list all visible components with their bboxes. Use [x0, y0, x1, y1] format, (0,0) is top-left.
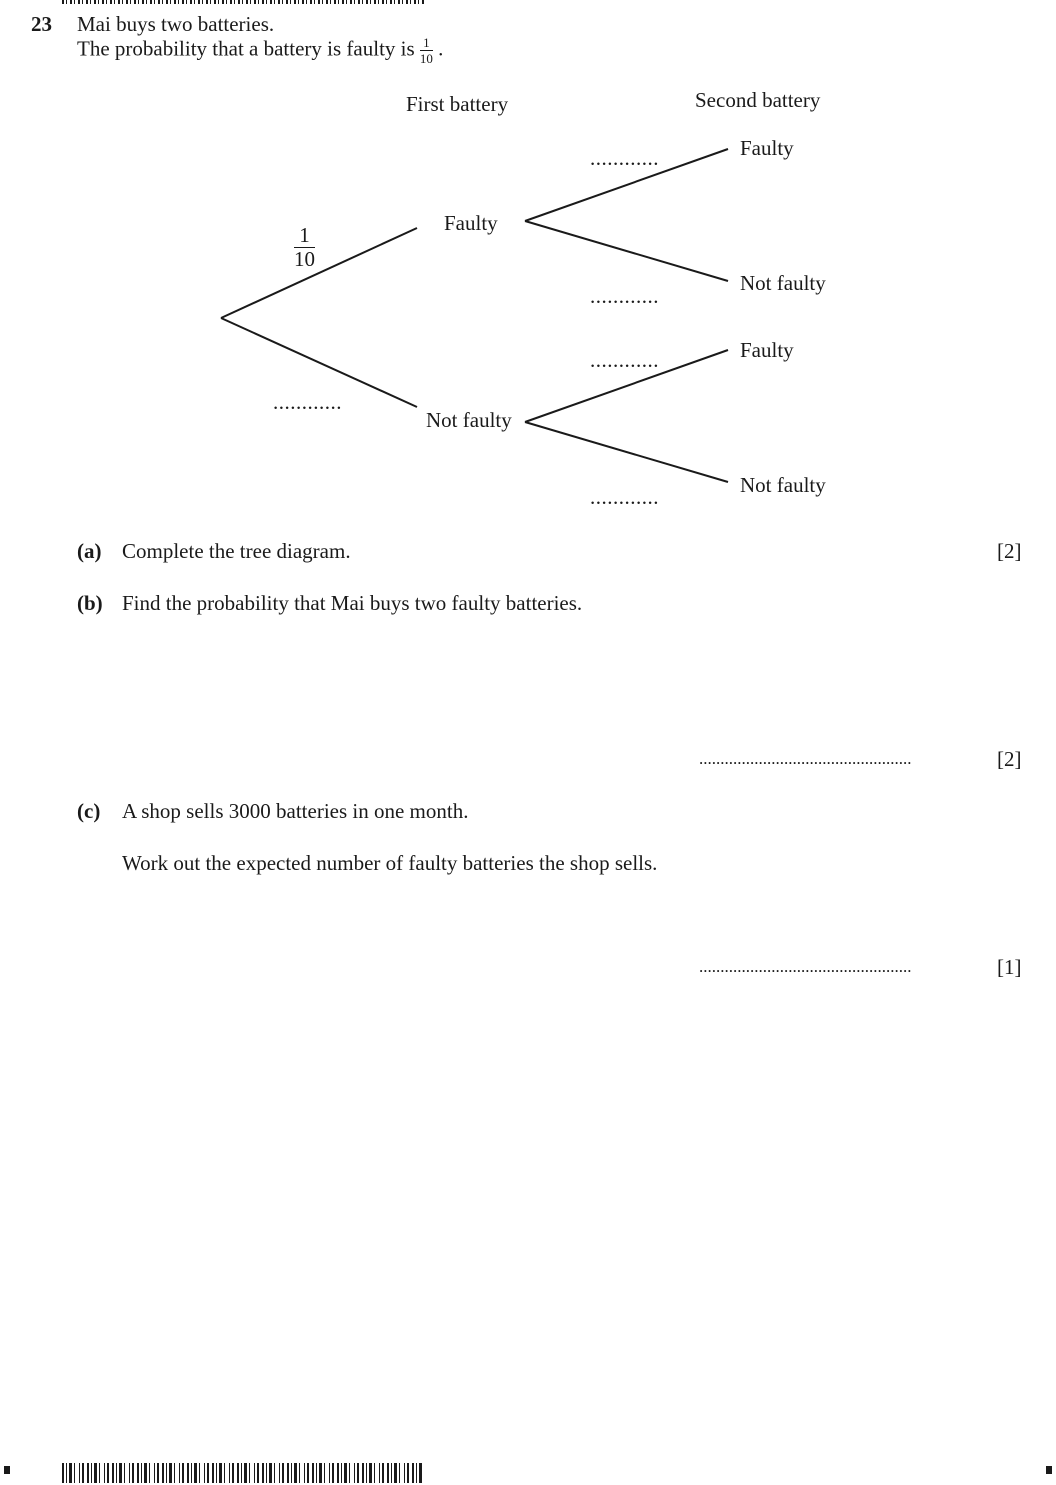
fraction-denominator: 10: [294, 247, 315, 271]
corner-mark-left: [4, 1466, 10, 1474]
heading-second-battery: Second battery: [695, 88, 821, 112]
part-c-text-2: Work out the expected number of faulty batteries the shop sells.: [122, 851, 658, 875]
second-fn-probability-blank[interactable]: ............: [590, 284, 659, 308]
part-b-marks: [2]: [997, 747, 1022, 771]
question-line-2-prefix: The probability that a battery is faulty is: [77, 36, 415, 61]
corner-mark-right: [1046, 1466, 1052, 1474]
fraction-numerator: 1: [420, 36, 433, 51]
question-line-2-suffix: .: [438, 36, 444, 61]
second-ff-label: Faulty: [740, 136, 794, 160]
part-b-answer-line[interactable]: ..................................................: [699, 749, 912, 768]
question-number: 23: [31, 12, 52, 36]
fraction-denominator: 10: [419, 51, 433, 66]
second-nf-label: Faulty: [740, 338, 794, 362]
tree-diagram-lines: [0, 0, 1056, 520]
part-b-label: (b): [77, 591, 103, 615]
fraction-numerator: 1: [294, 225, 315, 248]
question-line-1: Mai buys two batteries.: [77, 12, 275, 36]
first-not-faulty-label: Not faulty: [426, 408, 512, 432]
first-faulty-label: Faulty: [444, 211, 498, 235]
branch-first-faulty: [221, 228, 417, 318]
branch-fn: [525, 221, 728, 281]
heading-first-battery: First battery: [406, 92, 509, 116]
part-a-label: (a): [77, 539, 102, 563]
part-c-label: (c): [77, 799, 101, 823]
first-faulty-probability: [294, 225, 315, 270]
second-ff-probability-blank[interactable]: ............: [590, 146, 659, 170]
first-not-faulty-probability-blank[interactable]: ............: [273, 390, 342, 414]
part-b-text: Find the probability that Mai buys two faulty batteries.: [122, 591, 583, 615]
part-c-text: A shop sells 3000 batteries in one month.: [122, 799, 469, 823]
second-nf-probability-blank[interactable]: ............: [590, 348, 659, 372]
bottom-barcode: [62, 1463, 424, 1483]
part-a-marks: [2]: [997, 539, 1022, 563]
branch-nn: [525, 422, 728, 482]
part-a-text: Complete the tree diagram.: [122, 539, 351, 563]
second-nn-label: Not faulty: [740, 473, 826, 497]
part-c-answer-line[interactable]: ..................................................: [699, 957, 912, 976]
part-c-marks: [1]: [997, 955, 1022, 979]
second-fn-label: Not faulty: [740, 271, 826, 295]
second-nn-probability-blank[interactable]: ............: [590, 485, 659, 509]
